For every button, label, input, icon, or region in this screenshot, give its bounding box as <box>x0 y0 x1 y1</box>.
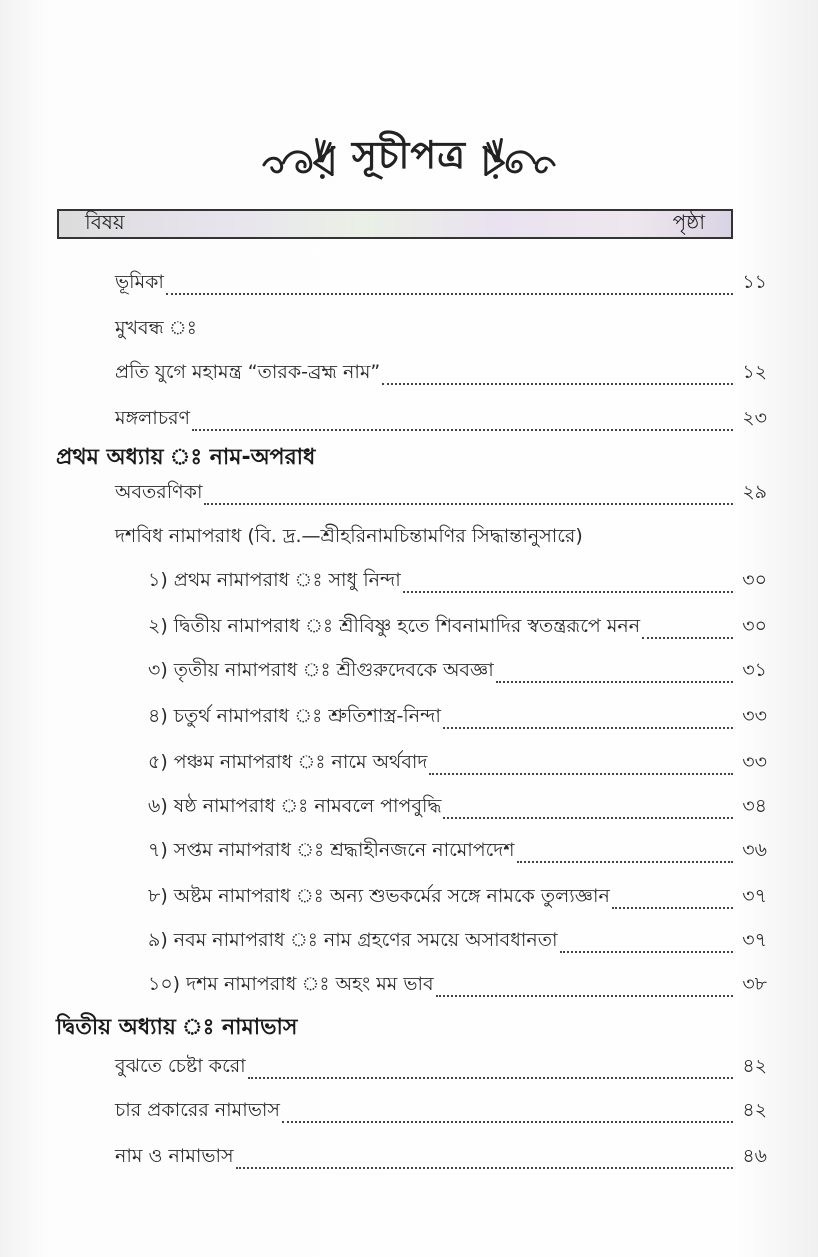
dot-leader <box>236 1167 733 1169</box>
toc-entry[interactable]: ৮) অষ্টম নামাপরাধ ঃ অন্য শুভকর্মের সঙ্গে নামকে তুল্যজ্ঞান ৩৭ <box>148 885 767 907</box>
dot-leader <box>382 383 733 385</box>
dot-leader <box>443 817 733 819</box>
toc-entry[interactable]: ৪) চতুর্থ নামাপরাধ ঃ শ্রুতিশাস্ত্র-নিন্দা ৩৩ <box>148 705 767 727</box>
dot-leader <box>166 293 733 295</box>
dot-leader <box>403 591 733 593</box>
title-block <box>0 128 818 188</box>
dot-leader <box>443 727 733 729</box>
toc-entry[interactable]: ৬) ষষ্ঠ নামাপরাধ ঃ নামবলে পাপবুদ্ধি ৩৪ <box>148 795 767 817</box>
dot-leader <box>496 681 733 683</box>
toc-subheading: দশবিধ নামাপরাধ (বি. দ্র.—শ্রীহরিনামচিন্তামণির সিদ্ধান্তানুসারে) <box>115 525 583 547</box>
toc-entry[interactable]: ১০) দশম নামাপরাধ ঃ অহং মম ভাব ৩৮ <box>148 973 767 995</box>
toc-entry[interactable]: প্রতি যুগে মহামন্ত্র “তারক-ব্রহ্ম নাম” ১২ <box>115 361 767 383</box>
toc-section-label: মুখবন্ধ ঃ <box>115 317 197 339</box>
page-title: সূচীপত্র <box>351 133 467 177</box>
dot-leader <box>429 773 733 775</box>
toc-entry[interactable]: ৫) পঞ্চম নামাপরাধ ঃ নামে অর্থবাদ ৩৩ <box>148 751 767 773</box>
page-column-header: পৃষ্ঠা <box>672 209 705 234</box>
toc-entry[interactable]: নাম ও নামাভাস ৪৬ <box>115 1145 767 1167</box>
toc-entry[interactable]: ৭) সপ্তম নামাপরাধ ঃ শ্রদ্ধাহীনজনে নামোপদেশ ৩৬ <box>148 839 767 861</box>
flourish-right-icon <box>480 135 558 181</box>
dot-leader <box>192 429 733 431</box>
toc-entry[interactable]: অবতরণিকা ২৯ <box>115 481 767 503</box>
dot-leader <box>282 1121 733 1123</box>
toc-entry[interactable]: ৩) তৃতীয় নামাপরাধ ঃ শ্রীগুরুদেবকে অবজ্ঞা ৩১ <box>148 659 767 681</box>
dot-leader <box>204 503 733 505</box>
chapter-heading[interactable]: দ্বিতীয় অধ্যায় ঃ নামাভাস <box>56 1015 298 1040</box>
flourish-left-icon <box>260 135 338 181</box>
subject-column-header: বিষয় <box>85 209 125 234</box>
toc-entry[interactable]: ২) দ্বিতীয় নামাপরাধ ঃ শ্রীবিষ্ণু হতে শিবনামাদির স্বতন্ত্ররূপে মনন ৩০ <box>148 615 767 637</box>
chapter-heading[interactable]: প্রথম অধ্যায় ঃ নাম-অপরাধ <box>56 445 316 470</box>
toc-entry[interactable]: মঙ্গলাচরণ ২৩ <box>115 407 767 429</box>
dot-leader <box>560 951 733 953</box>
dot-leader <box>642 637 733 639</box>
toc-entry[interactable]: ১) প্রথম নামাপরাধ ঃ সাধু নিন্দা ৩০ <box>148 569 767 591</box>
toc-header-bar <box>57 209 733 239</box>
dot-leader <box>248 1077 733 1079</box>
dot-leader <box>612 907 733 909</box>
toc-entry[interactable]: চার প্রকারের নামাভাস ৪২ <box>115 1099 767 1121</box>
dot-leader <box>436 995 733 997</box>
toc-entry[interactable]: বুঝতে চেষ্টা করো ৪২ <box>115 1055 767 1077</box>
dot-leader <box>517 861 733 863</box>
toc-entry[interactable]: ভূমিকা ১১ <box>115 271 767 293</box>
toc-entry[interactable]: ৯) নবম নামাপরাধ ঃ নাম গ্রহণের সময়ে অসাবধানতা ৩৭ <box>148 929 767 951</box>
